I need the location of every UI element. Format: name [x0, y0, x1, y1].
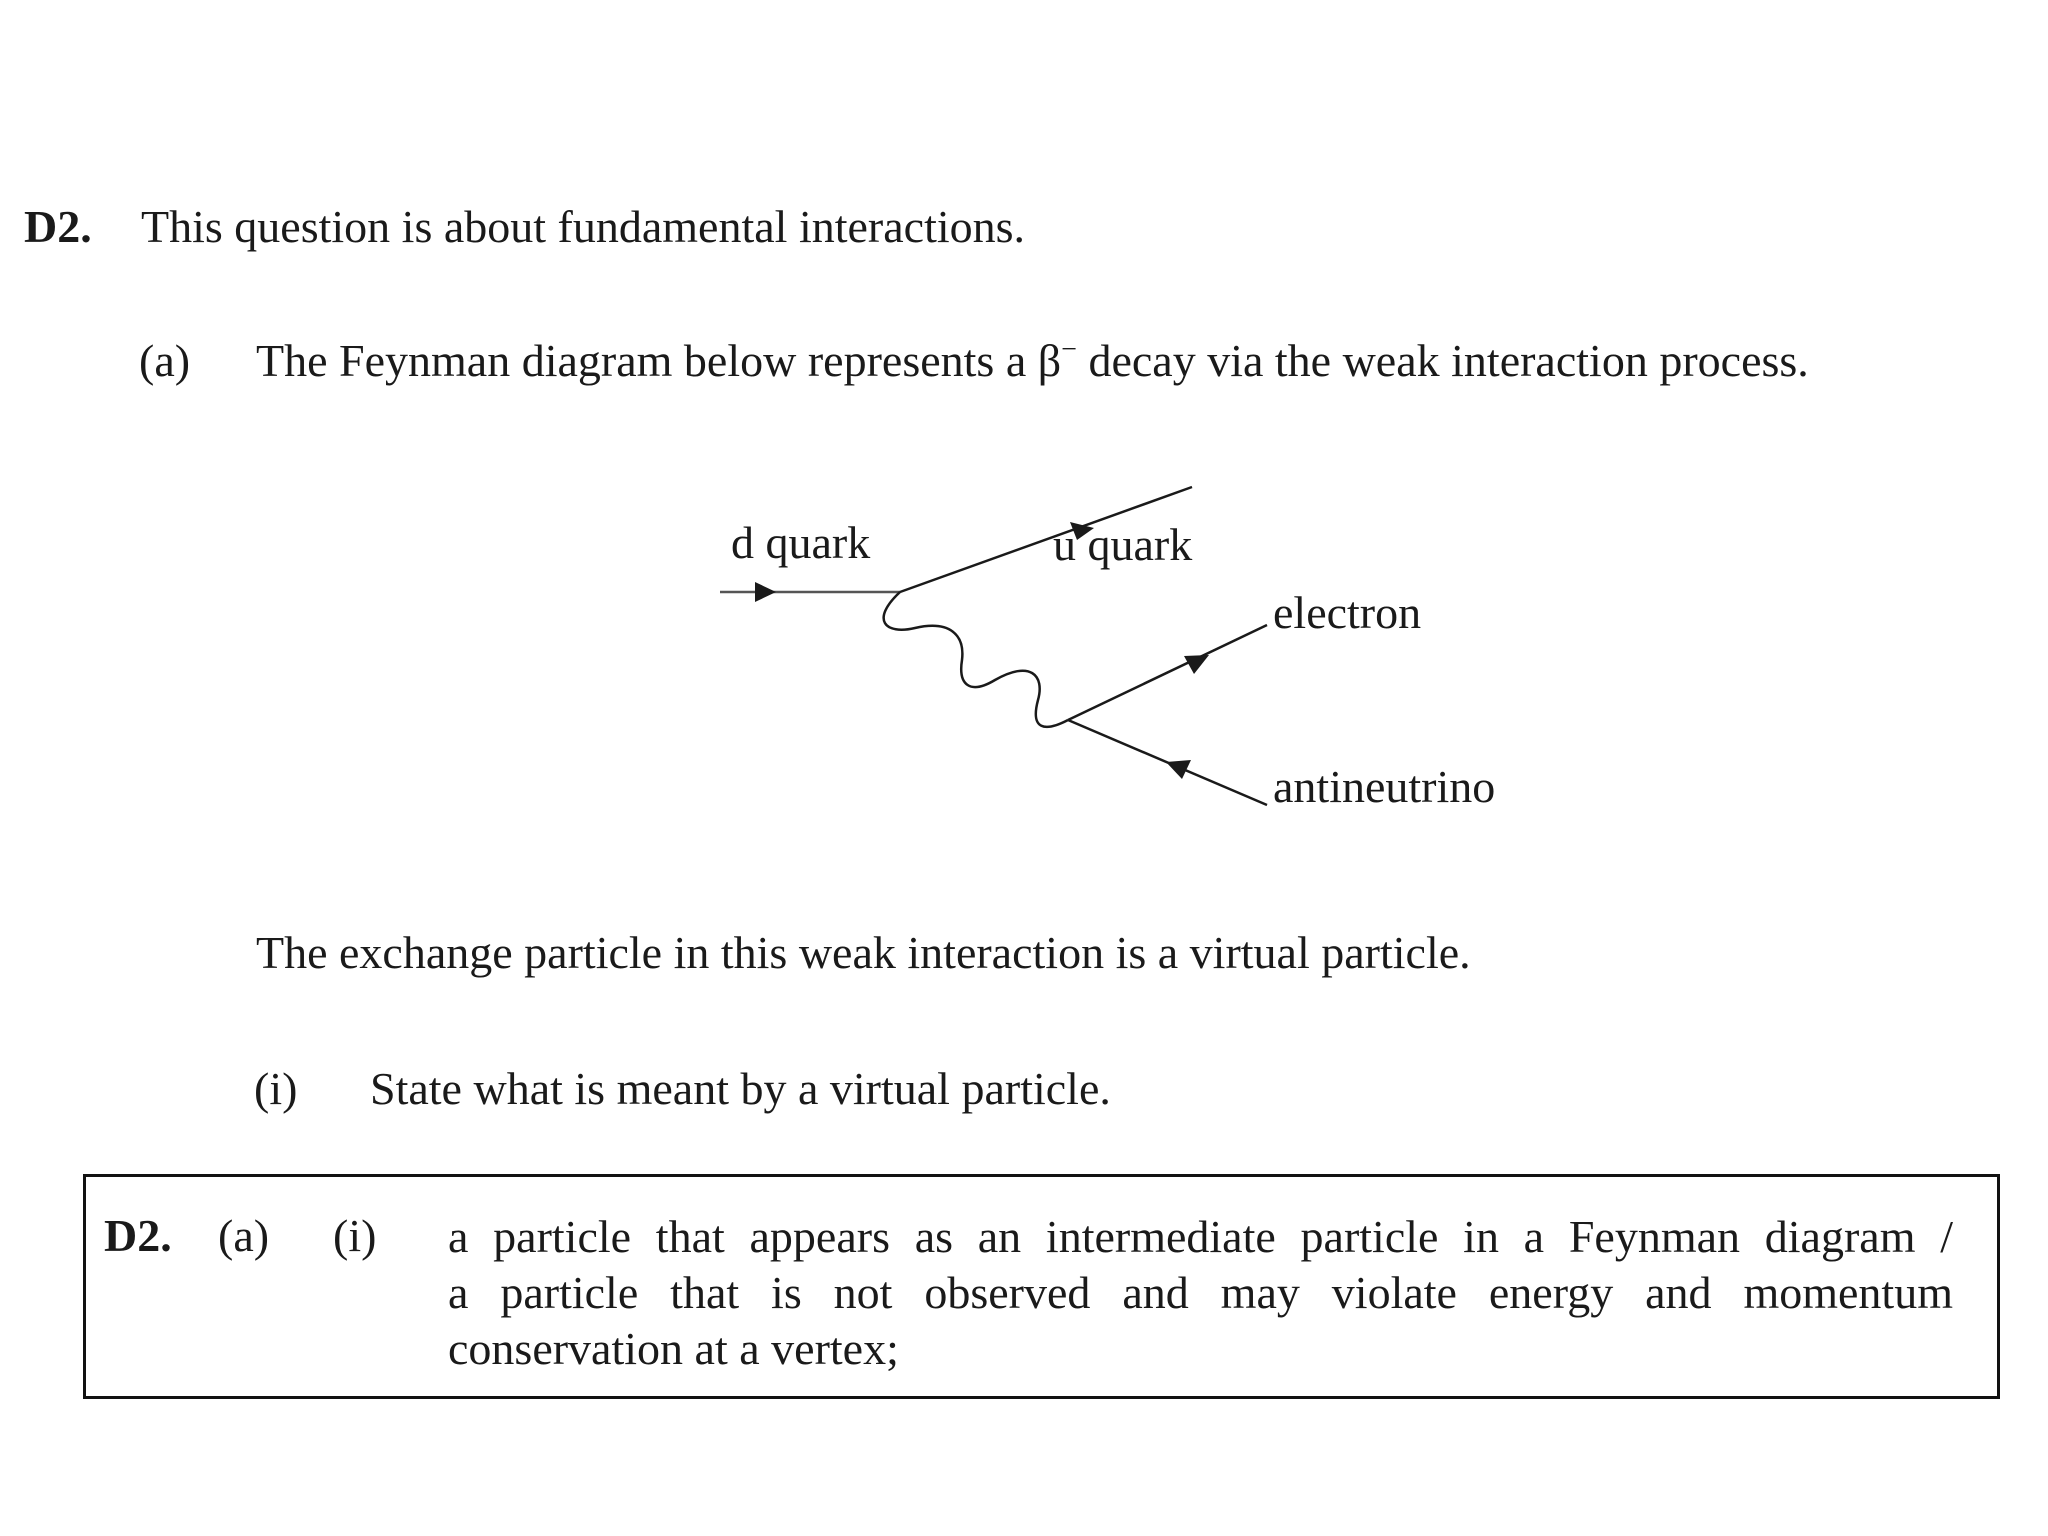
part-a-text-after: decay via the weak interaction process.	[1076, 335, 1809, 386]
markscheme-answer	[448, 1209, 1953, 1377]
antineutrino-arrow	[1166, 760, 1191, 779]
electron-arrow	[1184, 655, 1209, 674]
feynman-diagram	[700, 470, 1550, 840]
w-boson-line	[884, 592, 1068, 727]
antineutrino-label: antineutrino	[1273, 761, 1496, 812]
markscheme-part-label: (a)	[218, 1210, 270, 1261]
markscheme-answer-line: conservation at a vertex;	[448, 1323, 899, 1374]
part-a-text	[256, 334, 1809, 387]
markscheme-question-number: D2.	[104, 1210, 172, 1261]
sub-question-i-text: State what is meant by a virtual particle.	[370, 1063, 1111, 1114]
part-a-text-before: The Feynman diagram below represents a β	[256, 335, 1062, 386]
part-a-label: (a)	[139, 335, 191, 386]
electron-label: electron	[1273, 587, 1422, 638]
markscheme-box	[83, 1174, 2000, 1399]
d-quark-label: d quark	[731, 517, 871, 568]
markscheme-answer-line: a particle that appears as an intermediate particle in a Feynman diagram /	[448, 1211, 1953, 1262]
beta-minus-superscript: −	[1061, 334, 1077, 365]
d-quark-arrow	[755, 582, 776, 602]
electron-line	[1068, 625, 1267, 720]
u-quark-label: u quark	[1053, 519, 1193, 570]
markscheme-answer-line: a particle that is not observed and may violate energy and momentum	[448, 1267, 1953, 1318]
markscheme-sub-label: (i)	[333, 1210, 377, 1261]
question-number: D2.	[24, 201, 92, 252]
question-intro: This question is about fundamental interactions.	[141, 201, 1026, 252]
sub-question-i-label: (i)	[254, 1063, 298, 1114]
exchange-statement: The exchange particle in this weak interaction is a virtual particle.	[256, 927, 1471, 978]
